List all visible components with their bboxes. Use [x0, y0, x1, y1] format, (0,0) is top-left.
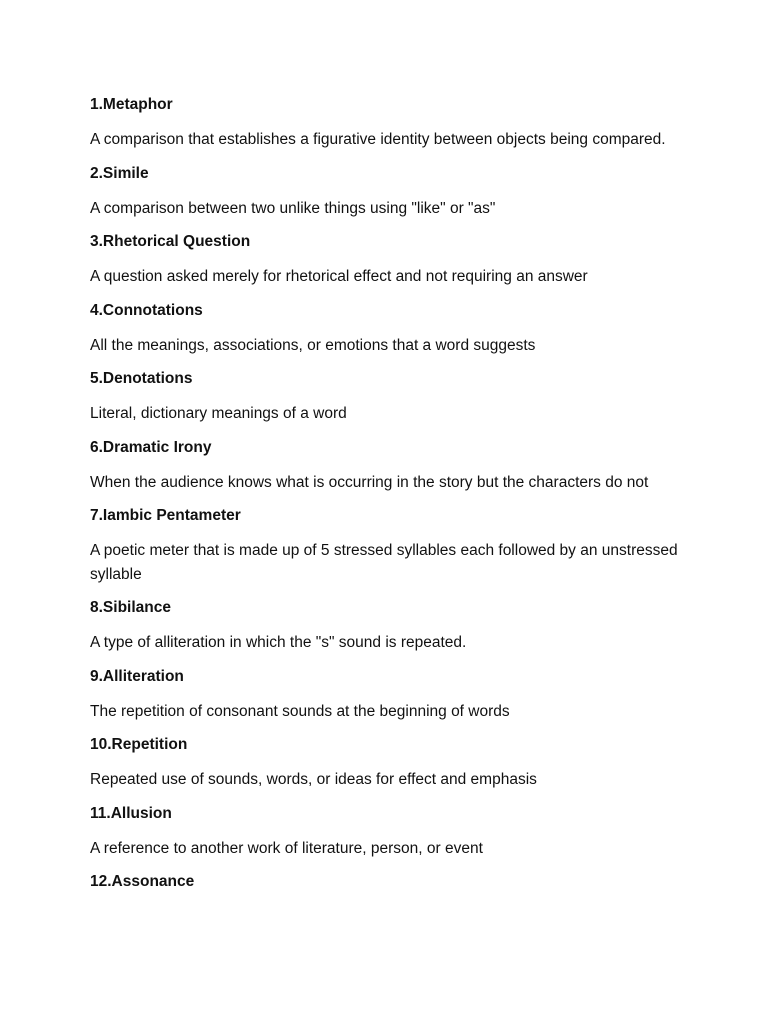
- term-heading: 11.Allusion: [90, 804, 172, 822]
- term-definition: A comparison between two unlike things using "like" or "as": [90, 199, 496, 217]
- glossary-entry-metaphor: [90, 94, 708, 152]
- term-definition: Literal, dictionary meanings of a word: [90, 405, 347, 422]
- glossary-entry-rhetorical-question: [90, 231, 708, 289]
- glossary-entry-denotations: [90, 368, 708, 426]
- term-definition: A reference to another work of literature, person, or event: [90, 839, 483, 857]
- term-definition: All the meanings, associations, or emotions that a word suggests: [90, 336, 536, 354]
- glossary-entry-iambic-pentameter: [90, 505, 708, 586]
- term-definition: The repetition of consonant sounds at the beginning of words: [90, 702, 510, 720]
- glossary-entry-connotations: [90, 300, 708, 358]
- term-definition: A question asked merely for rhetorical effect and not requiring an answer: [90, 268, 588, 285]
- term-heading: 3.Rhetorical Question: [90, 233, 251, 250]
- term-heading: 10.Repetition: [90, 736, 188, 753]
- glossary-entry-assonance: [90, 871, 708, 893]
- term-definition: A comparison that establishes a figurative identity between objects being compared.: [90, 131, 666, 148]
- term-definition: A type of alliteration in which the "s" sound is repeated.: [90, 634, 467, 651]
- glossary-entry-repetition: [90, 734, 708, 792]
- term-heading: 7.Iambic Pentameter: [90, 507, 241, 524]
- term-definition: Repeated use of sounds, words, or ideas for effect and emphasis: [90, 771, 537, 788]
- term-heading: 12.Assonance: [90, 873, 195, 890]
- glossary-entry-alliteration: [90, 666, 708, 724]
- term-heading: 9.Alliteration: [90, 667, 184, 685]
- term-heading: 8.Sibilance: [90, 599, 171, 616]
- term-definition: When the audience knows what is occurring in the story but the characters do not: [90, 473, 649, 491]
- glossary-entry-sibilance: [90, 597, 708, 655]
- glossary-entry-allusion: [90, 803, 708, 861]
- glossary-entry-simile: [90, 163, 708, 221]
- term-heading: 6.Dramatic Irony: [90, 438, 212, 456]
- term-heading: 1.Metaphor: [90, 96, 173, 113]
- term-heading: 2.Simile: [90, 164, 149, 182]
- term-heading: 4.Connotations: [90, 301, 203, 319]
- term-heading: 5.Denotations: [90, 370, 193, 387]
- glossary-entry-dramatic-irony: [90, 437, 708, 495]
- term-definition: A poetic meter that is made up of 5 stressed syllables each followed by an unstressed syllable: [90, 542, 678, 583]
